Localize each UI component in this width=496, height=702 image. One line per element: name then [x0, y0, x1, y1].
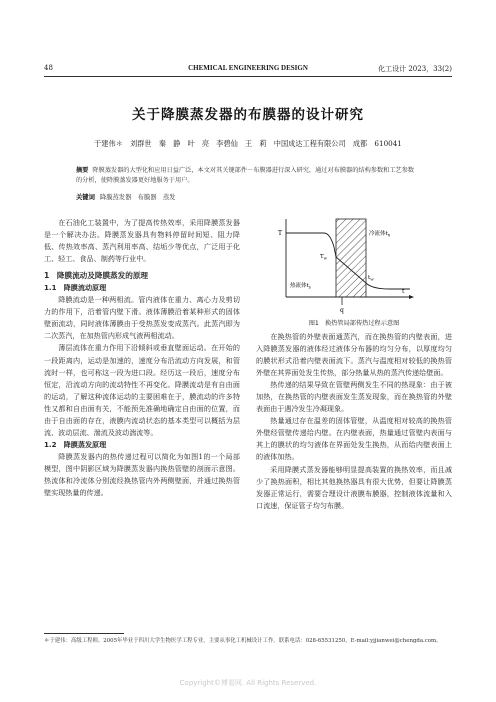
paragraph: 热传递的结果导致在管壁两侧发生不同的热现象：由于被加热，在换热管的内壁表面发生蒸发现象，而在换热管的外壁表面由于遇冷发生冷凝现象。	[256, 380, 452, 414]
section-heading-1: 1 降膜流动及降膜蒸发的原理	[44, 271, 149, 281]
paragraph: 在换热管的外壁表面通蒸汽，而在换热管的内壁表面，进入降膜蒸发器的液体经过液体分布器的均匀分布，以厚度均匀的膜状形式沿着内壁表面流下。蒸汽与温度相对较低的换热管外壁在其界面处发生传热，部分热量从热的蒸汽传递给壁面。	[256, 332, 452, 378]
left-column	[44, 217, 240, 499]
authors-line: 于建伟＊ 刘群世 秦 静 叶 亮 李碧仙 王 莉 中国成达工程有限公司 成都 610041	[94, 139, 402, 148]
paragraph: 采用降膜式蒸发器能够明显提高装置的换热效率，而且减少了换热面积，相比其他换热器具有很大优势，但要让降膜蒸发器正常运行，需要合理设计液膜布膜器，控制液体流量和入口流速，保证管子均匀布膜。	[256, 464, 452, 510]
journal-issue: 化工设计 2023，33(2)	[378, 65, 452, 73]
header-rule	[44, 76, 452, 77]
figure-caption: 图1 换热管局部传热过程示意图	[308, 320, 400, 327]
label-cold-fluid: 冷流体$t_n$	[369, 231, 391, 238]
copyright-watermark: Copyright©博看网. All Rights Reserved.	[179, 679, 317, 687]
abstract-text: 降膜蒸发器的大型化和应用日益广泛，本文对其关键部件－布膜器进行深入研究，通过对布膜器的结构参数和工艺参数的分析，使降膜蒸发器更好地服务于用户。	[76, 167, 415, 184]
footnote-rule	[44, 633, 124, 634]
label-T: T	[278, 230, 283, 237]
paragraph: 降膜蒸发器内的热传递过程可以简化为如图1的一个局部模型，图中阴影区域为降膜蒸发器内换热管壁的剖面示意图。热流体和冷流体分别流经换热管内外两侧壁面，并通过换热管壁实现热量的传递。	[44, 451, 240, 498]
label-q: q	[340, 307, 344, 314]
label-Tw: $T_w$	[320, 254, 328, 261]
label-x: t	[402, 288, 405, 295]
journal-name: CHEMICAL ENGINEERING DESIGN	[188, 64, 308, 72]
abstract	[76, 166, 420, 186]
paragraph: 薄层流体在重力作用下沿倾斜或垂直壁面运动。在开始的一段距离内，运动是加速的，速度分布沿流动方向发展，和管流时一样，也可称这一段为进口段。经历这一段后，速度分布恒定，沿流动方向的流动特性不再变化。降膜流动是有自由面的运动，了解这种流体运动的主要困难在于，膜流动的许多特性又都和自由面有关，不能预先准确地确定自由面的位置，而由于自由面的存在，液膜内流动状态的基本类型可以概括为层流、波动层流、湍流及波动湍流等。	[44, 343, 240, 437]
keywords-text: 降膜蒸发器 布膜器 蒸发	[99, 194, 176, 201]
paragraph: 降膜流动是一种两相流。管内液体在重力、离心力及剪切力的作用下，沿着管内壁下滑。液体薄膜沿着某种形式的固体壁面流动，同时液体薄膜由于受热蒸发变成蒸汽。此蒸汽即为二次蒸汽，在加热管内形成气液两相流动。	[44, 295, 240, 341]
page-number: 48	[44, 64, 53, 72]
paragraph: 热量通过存在温差的固体管壁，从温度相对较高的换热管外壁经管壁传递给内壁。在内壁表面，热量通过管壁内表面与其上的膜状的均匀液体在界面处发生换热，从而给内壁表面上的液体加热。	[256, 416, 452, 462]
intro-paragraph: 在石油化工装置中，为了提高传热效率，采用降膜蒸发器是一个解决办法。降膜蒸发器具有物料停留时间短、阻力降低、传热效率高、蒸汽利用率高、结垢少等优点，广泛用于化工、轻工、食品、制药等行业中。	[44, 218, 240, 264]
heat-transfer-figure	[272, 215, 422, 315]
keywords-label: 关键词	[76, 194, 95, 201]
abstract-label: 摘要	[76, 167, 89, 174]
article-title: 关于降膜蒸发器的布膜器的设计研究	[132, 107, 364, 123]
right-column	[256, 331, 452, 512]
keywords	[76, 192, 420, 201]
subsection-heading-1-1: 1.1 降膜流动原理	[44, 283, 107, 293]
tube-wall	[336, 219, 366, 297]
footnote: ＊于建伟：高级工程师。2005年毕业于四川大学生物医学工程专业。主要从事化工机械设计工作。联系电话：028-65531250，E-mail:yjjianwei@chengda.com。	[44, 638, 442, 644]
label-hot-fluid: 热流体$t_s$	[290, 283, 311, 290]
running-header	[44, 61, 452, 75]
subsection-heading-1-2: 1.2 降膜蒸发原理	[44, 439, 107, 449]
label-tw: $t_w$	[368, 275, 374, 282]
